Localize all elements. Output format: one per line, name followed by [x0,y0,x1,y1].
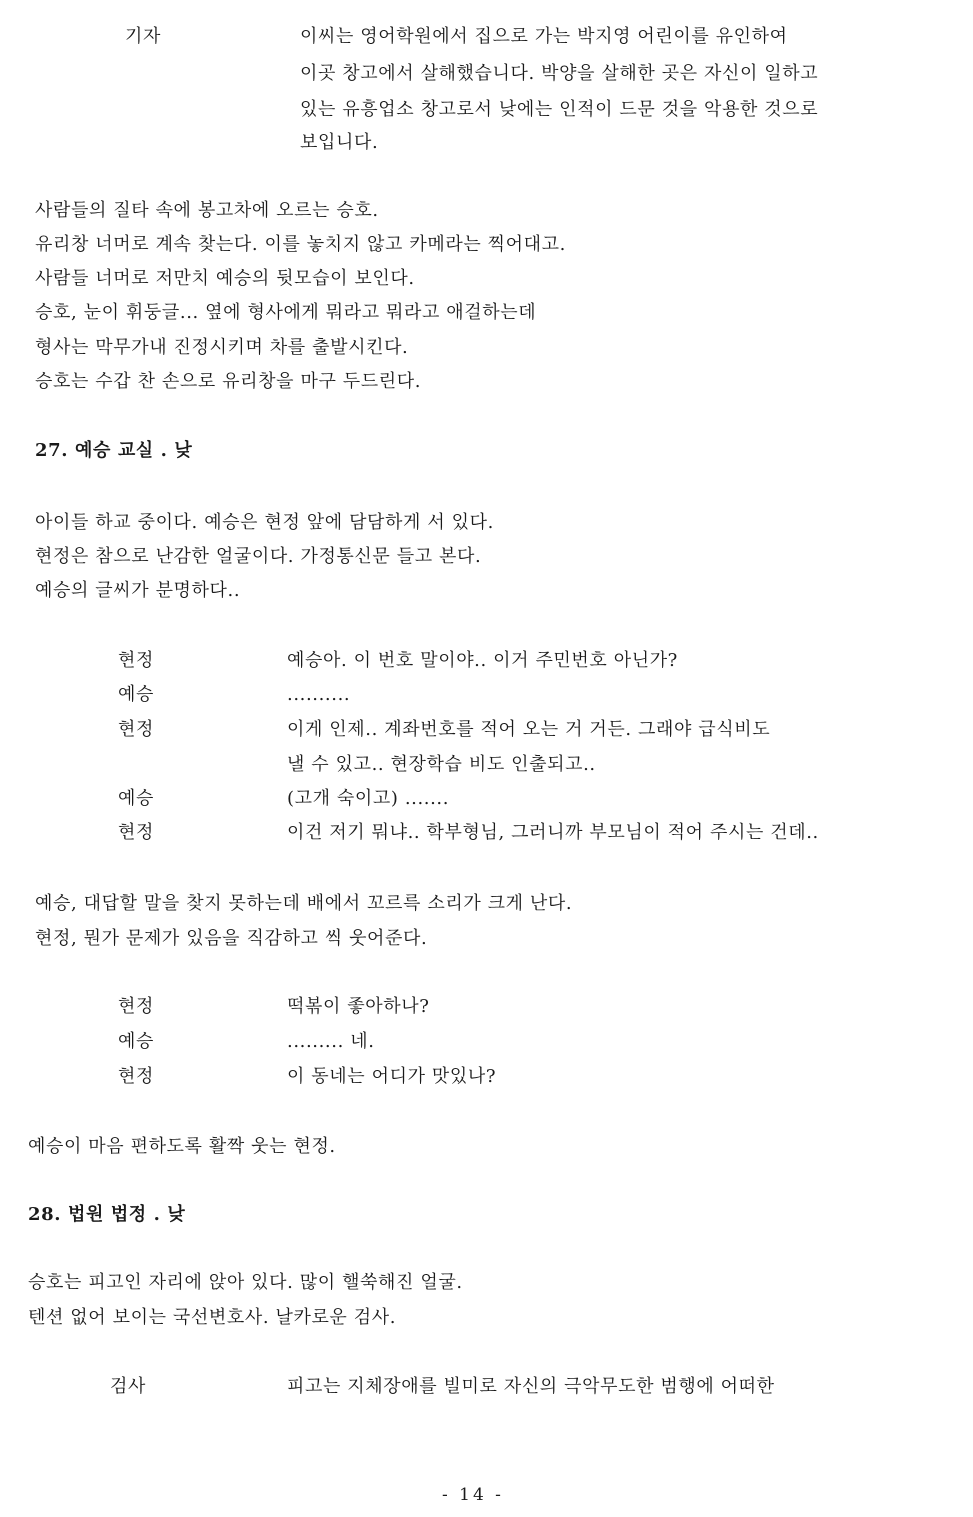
action-line: 유리창 너머로 계속 찾는다. 이를 놓치지 않고 카메라는 찍어대고. [35,234,566,255]
speaker-name: 현정 [118,719,154,740]
action-line: 승호, 눈이 휘둥글... 옆에 형사에게 뭐라고 뭐라고 애걸하는데 [35,302,537,323]
dialogue-line: ......... 네. [287,1031,375,1052]
action-line: 예승의 글씨가 분명하다.. [35,580,241,601]
dialogue-line: 피고는 지체장애를 빌미로 자신의 극악무도한 범행에 어떠한 [287,1376,775,1397]
speaker-name: 예승 [118,1031,154,1052]
dialogue-line: 이게 인제.. 계좌번호를 적어 오는 거 거든. 그래야 급식비도 [287,719,771,740]
dialogue-line: 이곳 창고에서 살해했습니다. 박양을 살해한 곳은 자신이 일하고 [300,63,819,84]
dialogue-line: (고개 숙이고) ....... [287,788,450,809]
action-line: 사람들 너머로 저만치 예승의 뒷모습이 보인다. [35,268,415,289]
speaker-name: 현정 [118,1066,154,1087]
action-line: 텐션 없어 보이는 국선변호사. 날카로운 검사. [28,1307,397,1328]
dialogue-line: 떡볶이 좋아하나? [287,996,430,1017]
action-line: 현정, 뭔가 문제가 있음을 직감하고 씩 웃어준다. [35,928,428,949]
dialogue-line: 예승아. 이 번호 말이야.. 이거 주민번호 아닌가? [287,650,678,671]
dialogue-line: 낼 수 있고.. 현장학습 비도 인출되고.. [287,754,596,775]
speaker-name: 기자 [125,26,161,47]
action-line: 승호는 수갑 찬 손으로 유리창을 마구 두드린다. [35,371,422,392]
action-line: 예승, 대답할 말을 찾지 못하는데 배에서 꼬르륵 소리가 크게 난다. [35,893,573,914]
dialogue-line: .......... [287,684,351,705]
speaker-name: 현정 [118,996,154,1017]
action-line: 아이들 하교 중이다. 예승은 현정 앞에 담담하게 서 있다. [35,512,494,533]
page-number: - 14 - [442,1485,504,1505]
speaker-name: 현정 [118,650,154,671]
dialogue-line: 이 동네는 어디가 맛있나? [287,1066,497,1087]
action-line: 예승이 마음 편하도록 활짝 웃는 현정. [28,1136,336,1157]
action-line: 승호는 피고인 자리에 앉아 있다. 많이 핼쑥해진 얼굴. [28,1272,463,1293]
speaker-name: 검사 [110,1376,146,1397]
action-line: 형사는 막무가내 진정시키며 차를 출발시킨다. [35,337,409,358]
action-line: 현정은 참으로 난감한 얼굴이다. 가정통신문 들고 본다. [35,546,482,567]
speaker-name: 현정 [118,822,154,843]
dialogue-line: 있는 유흥업소 창고로서 낮에는 인적이 드문 것을 악용한 것으로 [300,99,819,120]
action-line: 사람들의 질타 속에 봉고차에 오르는 승호. [35,200,379,221]
dialogue-line: 이씨는 영어학원에서 집으로 가는 박지영 어린이를 유인하여 [300,26,788,47]
dialogue-line: 보입니다. [300,132,379,153]
dialogue-line: 이건 저기 뭐냐.. 학부형님, 그러니까 부모님이 적어 주시는 건데.. [287,822,819,843]
scene-heading: 27. 예승 교실 . 낮 [35,440,193,461]
speaker-name: 예승 [118,684,154,705]
scene-heading: 28. 법원 법정 . 낮 [28,1204,186,1225]
speaker-name: 예승 [118,788,154,809]
